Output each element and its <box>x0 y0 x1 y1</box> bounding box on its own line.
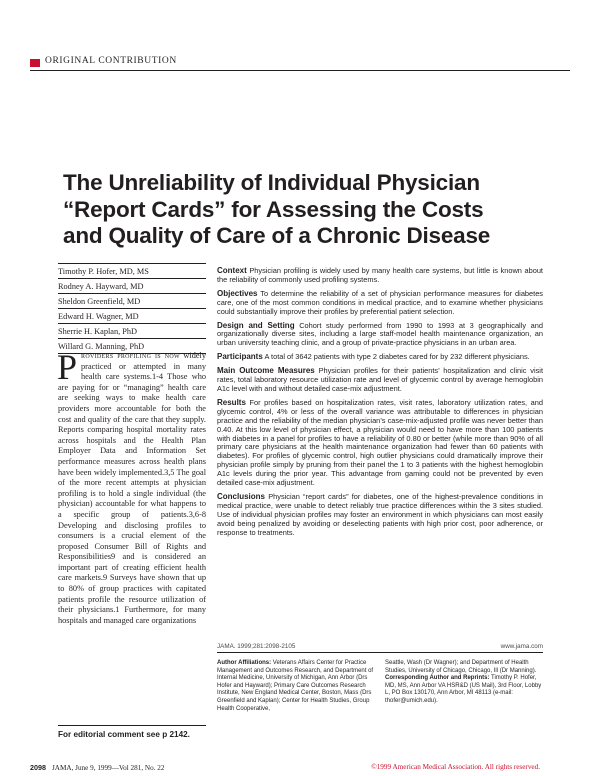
header-rule <box>30 70 570 71</box>
section-marker <box>30 59 40 67</box>
abstract-heading: Main Outcome Measures <box>217 366 315 376</box>
page-footer <box>30 763 570 775</box>
drop-cap: P <box>57 347 78 387</box>
abstract-text: For profiles based on hospitalization rates, visit rates, laboratory utilization rates, and glycemic control, 4% or less of the overall variance was attributable to differences in physician practice and the reliability of the median physician’s case-mix-adjusted profile was never better than 0.40. At this low level of physician effect, a physician would need to have more than 100 patients with diabetes in a panel for profiles to have a reliability of 0.80 or better (while more than 90% of all primary care physicians at the health maintenance organization had fewer than 60 patients with diabetes). For profiles of glycemic control, high outlier physicians could dramatically improve their physician profile simply by pruning from their panel the 1 to 3 patients with the highest hemoglobin A1c levels during the prior year. This advantage from gaming could not be prevented by even detailed case-mix adjustment. <box>217 397 543 488</box>
abstract-context <box>217 267 543 285</box>
intro-text <box>57 347 207 626</box>
author: Sherrie H. Kaplan, PhD <box>58 324 206 339</box>
title-line-3: and Quality of Care of a Chronic Disease <box>63 223 491 248</box>
title-line-1: The Unreliability of Individual Physician <box>63 170 480 195</box>
affiliations-text: Veterans Affairs Center for Practice Management and Outcomes Research, and Department of Internal Medicine, University of Michigan, Ann Arbor (Drs Hofer and Hayward); Primary Care Outcomes Research Institute, New England Medical Center, Boston, Mass (Drs Greenfield and Kaplan); Center for Health Studies, Group Health Cooperative, <box>217 660 374 712</box>
author: Rodney A. Hayward, MD <box>58 279 206 294</box>
author: Willard G. Manning, PhD <box>58 339 206 354</box>
journal-issue: JAMA, June 9, 1999—Vol 281, No. 22 <box>52 764 165 772</box>
section-label: ORIGINAL CONTRIBUTION <box>45 56 177 66</box>
affiliations-text: Seattle, Wash (Dr Wagner); and Department of Health Studies, University of Chicago, Chicago, Ill (Dr Manning). <box>385 660 537 674</box>
copyright: ©1999 American Medical Association. All rights reserved. <box>371 763 540 771</box>
author-list <box>58 263 206 354</box>
abstract-text: Cohort study performed from 1990 to 1993 at 3 geographically and organizationally diverse sites, including a large staff-model health maintenance organization, an urban university teaching clinic, and a group of private-practice physicians in an urban area. <box>217 320 543 348</box>
page-number: 2098 <box>30 763 46 772</box>
abstract-objectives <box>217 290 543 317</box>
title-line-2: “Report Cards” for Assessing the Costs <box>63 196 484 222</box>
affiliations-col-1 <box>217 660 377 713</box>
abstract <box>217 267 543 542</box>
abstract-text: A total of 3642 patients with type 2 diabetes cared for by 232 different physicians. <box>264 352 530 362</box>
citation: JAMA. 1999;281:2098-2105 <box>217 643 296 650</box>
footer-left <box>30 763 164 772</box>
abstract-heading: Results <box>217 397 246 407</box>
abstract-heading: Objectives <box>217 288 258 298</box>
abstract-text: Physician “report cards” for diabetes, one of the highest-prevalence conditions in medical practice, were unable to detect reliably true practice differences within the 3 sites studied. Use of individual physician profiles may foster an environment in which physicians can most easily avoid being penalized by avoiding or deselecting patients with high prior cost, poor adherence, or response to treatments. <box>217 491 543 537</box>
article-title <box>63 170 563 250</box>
author: Sheldon Greenfield, MD <box>58 294 206 309</box>
intro-body: widely practiced or attempted in many health care systems.1-4 Those who are paying for or “managing” health care are seeking ways to make health care providers more accountable for both the cost and quality of the care that they supply. Reports comparing hospital mortality rates across hospitals and the Health Plan Employer Data and Information Set performance measures across health plans have been widely implemented.3,5 The goal of the more recent attempts at physician profiling is to hold a single individual (the physician) accountable for what happens to a specific group of patients.3,6-8 Developing and disclosing profiles to consumers is a crucial element of the proposed Consumer Bill of Rights and Responsibilities9 and is considered an important part of creating efficient health care markets.9 Surveys have shown that up to 80% of group practices with capitated patients profile the resource utilization of their physicians.1 Furthermore, for many hospitals and managed care organizations <box>58 351 207 625</box>
author: Edward H. Wagner, MD <box>58 309 206 324</box>
abstract-heading: Conclusions <box>217 491 266 501</box>
abstract-results <box>217 399 543 488</box>
abstract-design <box>217 322 543 349</box>
corresponding-text: Timothy P. Hofer, MD, MS, Ann Arbor VA HSR&D (US Mail), 3rd Floor, Lobby L, PO Box 130170, Ann Arbor, MI 48113 (e-mail: thofer@umich.edu). <box>385 675 542 704</box>
abstract-conclusions <box>217 493 543 538</box>
intro-lead: roviders profiling is now <box>81 351 180 360</box>
author: Timothy P. Hofer, MD, MS <box>58 264 206 279</box>
section-header <box>30 56 570 70</box>
abstract-heading: Context <box>217 266 247 275</box>
abstract-heading: Participants <box>217 352 263 362</box>
affiliations-col-2 <box>385 660 545 706</box>
affiliations-heading: Author Affiliations: <box>217 660 272 666</box>
journal-url[interactable]: www.jama.com <box>500 643 543 650</box>
abstract-participants <box>217 353 543 362</box>
editorial-comment-note: For editorial comment see p 2142. <box>58 725 206 739</box>
citation-row <box>217 643 543 653</box>
abstract-text: Physician profiles for their patients’ hospitalization and clinic visit rates, total laboratory resource utilization rate and level of glycemic control by average hemoglobin A1c level with and without detailed case-mix adjustment. <box>217 366 543 393</box>
abstract-outcome <box>217 367 543 394</box>
abstract-text: To determine the reliability of a set of physician performance measures for diabetes care, one of the most common conditions in medical practice, and to examine whether physicians could substantially improve their profiles by preferential patient selection. <box>217 288 544 316</box>
abstract-heading: Design and Setting <box>217 320 295 330</box>
abstract-text: Physician profiling is widely used by many health care systems, but little is known about the reliability of commonly used profiling systems. <box>217 266 543 284</box>
corresponding-heading: Corresponding Author and Reprints: <box>385 675 490 682</box>
